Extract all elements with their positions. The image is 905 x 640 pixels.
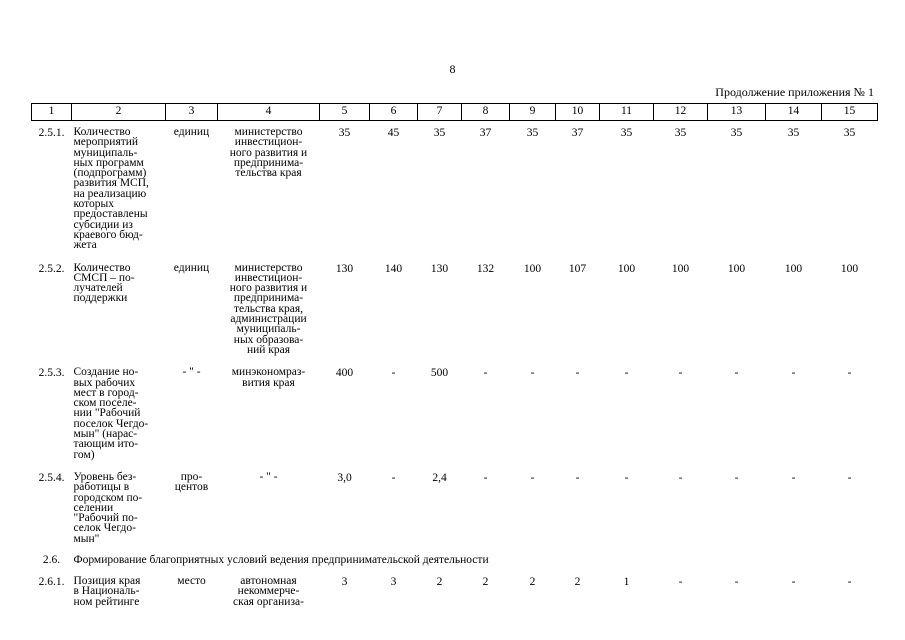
unit-cell: про- центов	[174, 470, 209, 494]
value-cell: 35	[338, 127, 351, 139]
header-cell: 4	[218, 104, 320, 121]
unit-cell: единиц	[173, 126, 210, 138]
value-cell: -	[530, 471, 535, 484]
value-cell: -	[678, 471, 683, 484]
row-number: 2.5.1.	[38, 127, 65, 139]
row-number: 2.5.4.	[38, 471, 65, 484]
value-cell: -	[483, 367, 488, 380]
table-row	[32, 121, 878, 257]
value-cell: -	[391, 471, 396, 484]
value-cell: 2	[482, 575, 489, 588]
value-cell: -	[678, 367, 683, 380]
header-cell: 12	[654, 104, 708, 121]
header-cell: 3	[166, 104, 218, 121]
value-cell: 35	[787, 127, 800, 139]
unit-cell: единиц	[173, 261, 210, 274]
unit-cell: место	[177, 574, 206, 587]
value-cell: 100	[671, 262, 690, 275]
responsible-cell: министерство инвестицион- ного развития и предпринима- тельства края, администрации муниципаль- ных образова- ний края	[229, 261, 308, 356]
table-row	[32, 361, 878, 466]
value-cell: -	[624, 367, 629, 380]
value-cell: 400	[335, 367, 354, 380]
indicators-table	[31, 103, 878, 613]
header-row	[32, 104, 878, 121]
value-cell: 100	[523, 262, 542, 275]
value-cell: -	[391, 367, 396, 380]
responsible-cell: - " -	[259, 470, 278, 483]
unit-cell: - " -	[182, 366, 201, 379]
responsible-cell: минэкономраз- вития края	[231, 366, 306, 389]
header-cell: 6	[370, 104, 418, 121]
continuation-label: Продолжение приложения № 1	[715, 85, 874, 99]
value-cell: -	[791, 575, 796, 588]
header-cell: 10	[556, 104, 600, 121]
table-row	[32, 570, 878, 613]
value-cell: 3,0	[337, 471, 352, 484]
row-number: 2.6.1.	[38, 575, 65, 588]
indicator-name: Уровень без- работицы в городском по- селении "Рабочий по- селок Чегдо- мын"	[73, 470, 143, 545]
value-cell: 100	[784, 262, 803, 275]
value-cell: -	[678, 575, 683, 588]
page-number: 8	[449, 62, 456, 76]
value-cell: 35	[843, 127, 856, 139]
value-cell: 37	[571, 127, 584, 139]
value-cell: -	[624, 471, 629, 484]
value-cell: -	[483, 471, 488, 484]
value-cell: 132	[476, 262, 495, 275]
value-cell: -	[734, 471, 739, 484]
header-cell: 7	[418, 104, 462, 121]
value-cell: 500	[430, 367, 449, 380]
value-cell: -	[575, 471, 580, 484]
table-row	[32, 466, 878, 550]
value-cell: 35	[620, 127, 633, 139]
value-cell: 140	[384, 262, 403, 275]
value-cell: 2,4	[432, 471, 447, 484]
responsible-cell: министерство инвестицион- ного развития и предпринима- тельства края	[229, 126, 308, 180]
value-cell: -	[734, 575, 739, 588]
value-cell: 130	[335, 262, 354, 275]
value-cell: -	[847, 575, 852, 588]
section-title: Формирование благоприятных условий ведения предпринимательской деятельности	[73, 553, 489, 566]
table-row	[32, 257, 878, 362]
header-cell: 13	[708, 104, 766, 121]
header-cell: 14	[766, 104, 822, 121]
value-cell: -	[734, 367, 739, 380]
value-cell: 35	[674, 127, 687, 139]
value-cell: 35	[433, 127, 446, 139]
header-cell: 5	[320, 104, 370, 121]
section-row	[32, 550, 878, 570]
indicator-name: Количество мероприятий муниципаль- ных программ (подпрограмм) развития МСП, на реализацию которых предоставлены субсидии из краевого бюд- жета	[73, 126, 149, 252]
value-cell: 3	[390, 575, 397, 588]
value-cell: 2	[436, 575, 443, 588]
indicator-name: Количество СМСП – по- лучателей поддержки	[73, 261, 135, 305]
value-cell: 130	[430, 262, 449, 275]
row-number: 2.5.2.	[38, 262, 65, 275]
value-cell: -	[847, 367, 852, 380]
responsible-cell: автономная некоммерче- ская организа-	[233, 574, 304, 608]
header-cell: 1	[32, 104, 72, 121]
header-cell: 15	[822, 104, 878, 121]
value-cell: -	[530, 367, 535, 380]
value-cell: 2	[574, 575, 581, 588]
header-cell: 8	[462, 104, 510, 121]
value-cell: -	[847, 471, 852, 484]
header-cell: 11	[600, 104, 654, 121]
value-cell: 3	[341, 575, 348, 588]
value-cell: -	[791, 471, 796, 484]
row-number: 2.5.3.	[38, 367, 65, 380]
value-cell: 37	[479, 127, 492, 139]
value-cell: 2	[529, 575, 536, 588]
header-cell: 2	[72, 104, 166, 121]
indicator-name: Позиция края в Националь- ном рейтинге	[73, 574, 141, 608]
value-cell: 100	[727, 262, 746, 275]
value-cell: 107	[568, 262, 587, 275]
row-number: 2.6.	[42, 553, 61, 566]
header-cell: 9	[510, 104, 556, 121]
value-cell: -	[791, 367, 796, 380]
value-cell: 35	[730, 127, 743, 139]
value-cell: 100	[840, 262, 859, 275]
value-cell: 1	[623, 575, 630, 588]
value-cell: 35	[526, 127, 539, 139]
value-cell: 45	[387, 127, 400, 139]
indicator-name: Создание но- вых рабочих мест в город- ском поселе- нии "Рабочий поселок Чегдо- мын" (нарас- тающим ито- гом)	[73, 366, 149, 461]
value-cell: 100	[617, 262, 636, 275]
value-cell: -	[575, 367, 580, 380]
